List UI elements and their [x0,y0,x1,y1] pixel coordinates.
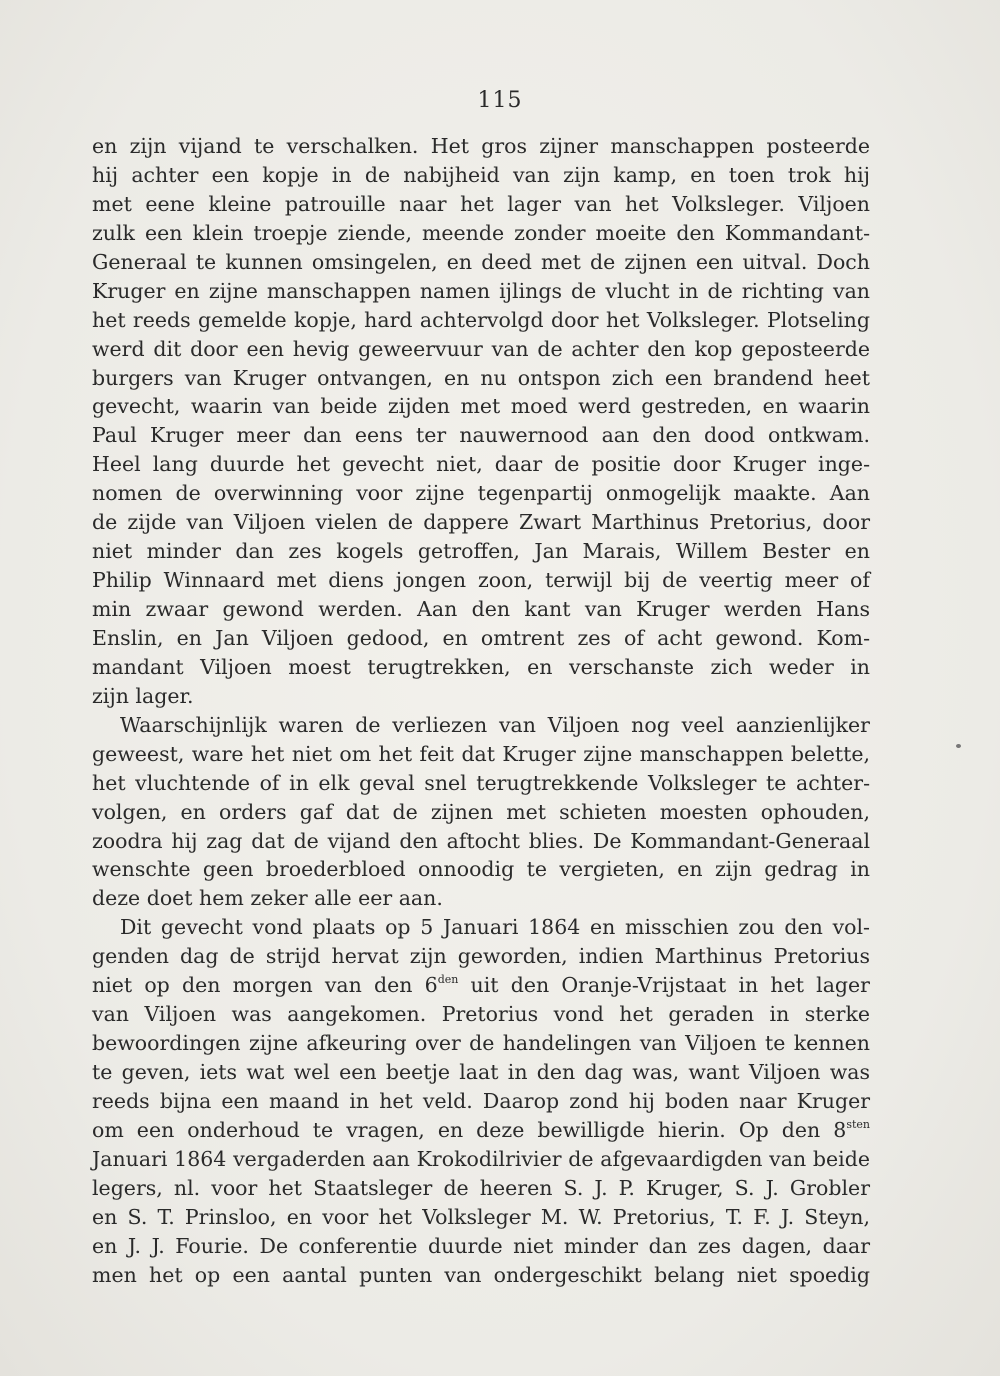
text-line: zijn lager. [92,683,194,708]
text-line: Philip Winnaard met diens jongen zoon, terwijl bij de veertig meer of [92,568,870,593]
page-number: 115 [477,88,523,113]
text-line: Waarschijnlijk waren de verliezen van Viljoen nog veel aanzienlijker [120,712,870,737]
text-line: genden dag de strijd hervat zijn geworden, indien Marthinus Pretorius [92,944,870,969]
text-line: nomen de overwinning voor zijne tegenpartij onmogelijk maakte. Aan [92,481,870,506]
text-line: werd dit door een hevig geweervuur van de achter den kop geposteerde [92,336,870,361]
text-line: het reeds gemelde kopje, hard achtervolgd door het Volksleger. Plotseling [92,307,870,332]
text-line: zoodra hij zag dat de vijand den aftocht blies. De Kommandant-Generaal [92,828,870,853]
text-line: wenschte geen broederbloed onnoodig te vergieten, en zijn gedrag in [92,857,870,882]
text-line: te geven, iets wat wel een beetje laat in den dag was, want Viljoen was [92,1060,870,1084]
text-line: zulk een klein troepje ziende, meende zonder moeite den Kommandant- [92,220,870,245]
text-line: Januari 1864 vergaderden aan Krokodilrivier de afgevaardigden van beide [92,1146,870,1171]
text-line: bewoordingen zijne afkeuring over de handelingen van Viljoen te kennen [92,1031,870,1056]
ink-speck [956,744,961,748]
text-line: Generaal te kunnen omsingelen, en deed met de zijnen een uitval. Doch [92,249,870,274]
superscript: sten [846,1117,870,1131]
text-line: en zijn vijand te verschalken. Het gros zijner manschappen posteerde [92,134,870,158]
text-line: Paul Kruger meer dan eens ter nauwernood aan den dood ontkwam. [92,423,870,448]
text-line: burgers van Kruger ontvangen, en nu ontspon zich een brandend heet [92,365,870,390]
text-line: deze doet hem zeker alle eer aan. [92,886,443,911]
text-line: Kruger en zijne manschappen namen ijlings de vlucht in de richting van [92,278,870,303]
text-line: en J. J. Fourie. De conferentie duurde niet minder dan zes dagen, daar [92,1233,870,1258]
text-line: de zijde van Viljoen vielen de dappere Zwart Marthinus Pretorius, door [92,510,870,535]
text-run: uit den Oranje-Vrijstaat in het lager [458,973,870,998]
text-line: men het op een aantal punten van ondergeschikt belang niet spoedig [92,1262,870,1287]
text-line: met eene kleine patrouille naar het lager van het Volksleger. Viljoen [92,191,870,216]
text-line [92,971,870,1000]
text-line: van Viljoen was aangekomen. Pretorius vond het geraden in sterke [92,1002,870,1027]
body-text [92,132,870,1290]
text-line: reeds bijna een maand in het veld. Daarop zond hij boden naar Kruger [92,1088,870,1113]
text-line: Enslin, en Jan Viljoen gedood, en omtrent zes of acht gewond. Kom- [92,625,870,650]
text-line: legers, nl. voor het Staatsleger de heeren S. J. P. Kruger, S. J. Grobler [92,1175,870,1200]
text-line: mandant Viljoen moest terugtrekken, en verschanste zich weder in [92,654,870,679]
text-line: en S. T. Prinsloo, en voor het Volksleger M. W. Pretorius, T. F. J. Steyn, [92,1204,870,1229]
text-run: niet op den morgen van den 6 [92,973,438,998]
superscript: den [437,973,459,987]
text-line: volgen, en orders gaf dat de zijnen met schieten moesten ophouden, [92,799,870,824]
text-line: min zwaar gewond werden. Aan den kant van Kruger werden Hans [92,597,870,621]
text-line: geweest, ware het niet om het feit dat Kruger zijne manschappen belette, [92,741,870,766]
text-line: Dit gevecht vond plaats op 5 Januari 1864 en misschien zou den vol- [120,915,870,940]
text-run: om een onderhoud te vragen, en deze bewilligde hierin. Op den 8 [92,1117,847,1142]
text-line [92,1116,870,1145]
text-line: gevecht, waarin van beide zijden met moed werd gestreden, en waarin [92,394,870,419]
text-line: hij achter een kopje in de nabijheid van zijn kamp, en toen trok hij [92,162,870,187]
text-line: Heel lang duurde het gevecht niet, daar de positie door Kruger inge- [92,452,870,477]
text-line: niet minder dan zes kogels getroffen, Jan Marais, Willem Bester en [92,539,870,564]
text-line: het vluchtende of in elk geval snel terugtrekkende Volksleger te achter- [92,770,870,795]
